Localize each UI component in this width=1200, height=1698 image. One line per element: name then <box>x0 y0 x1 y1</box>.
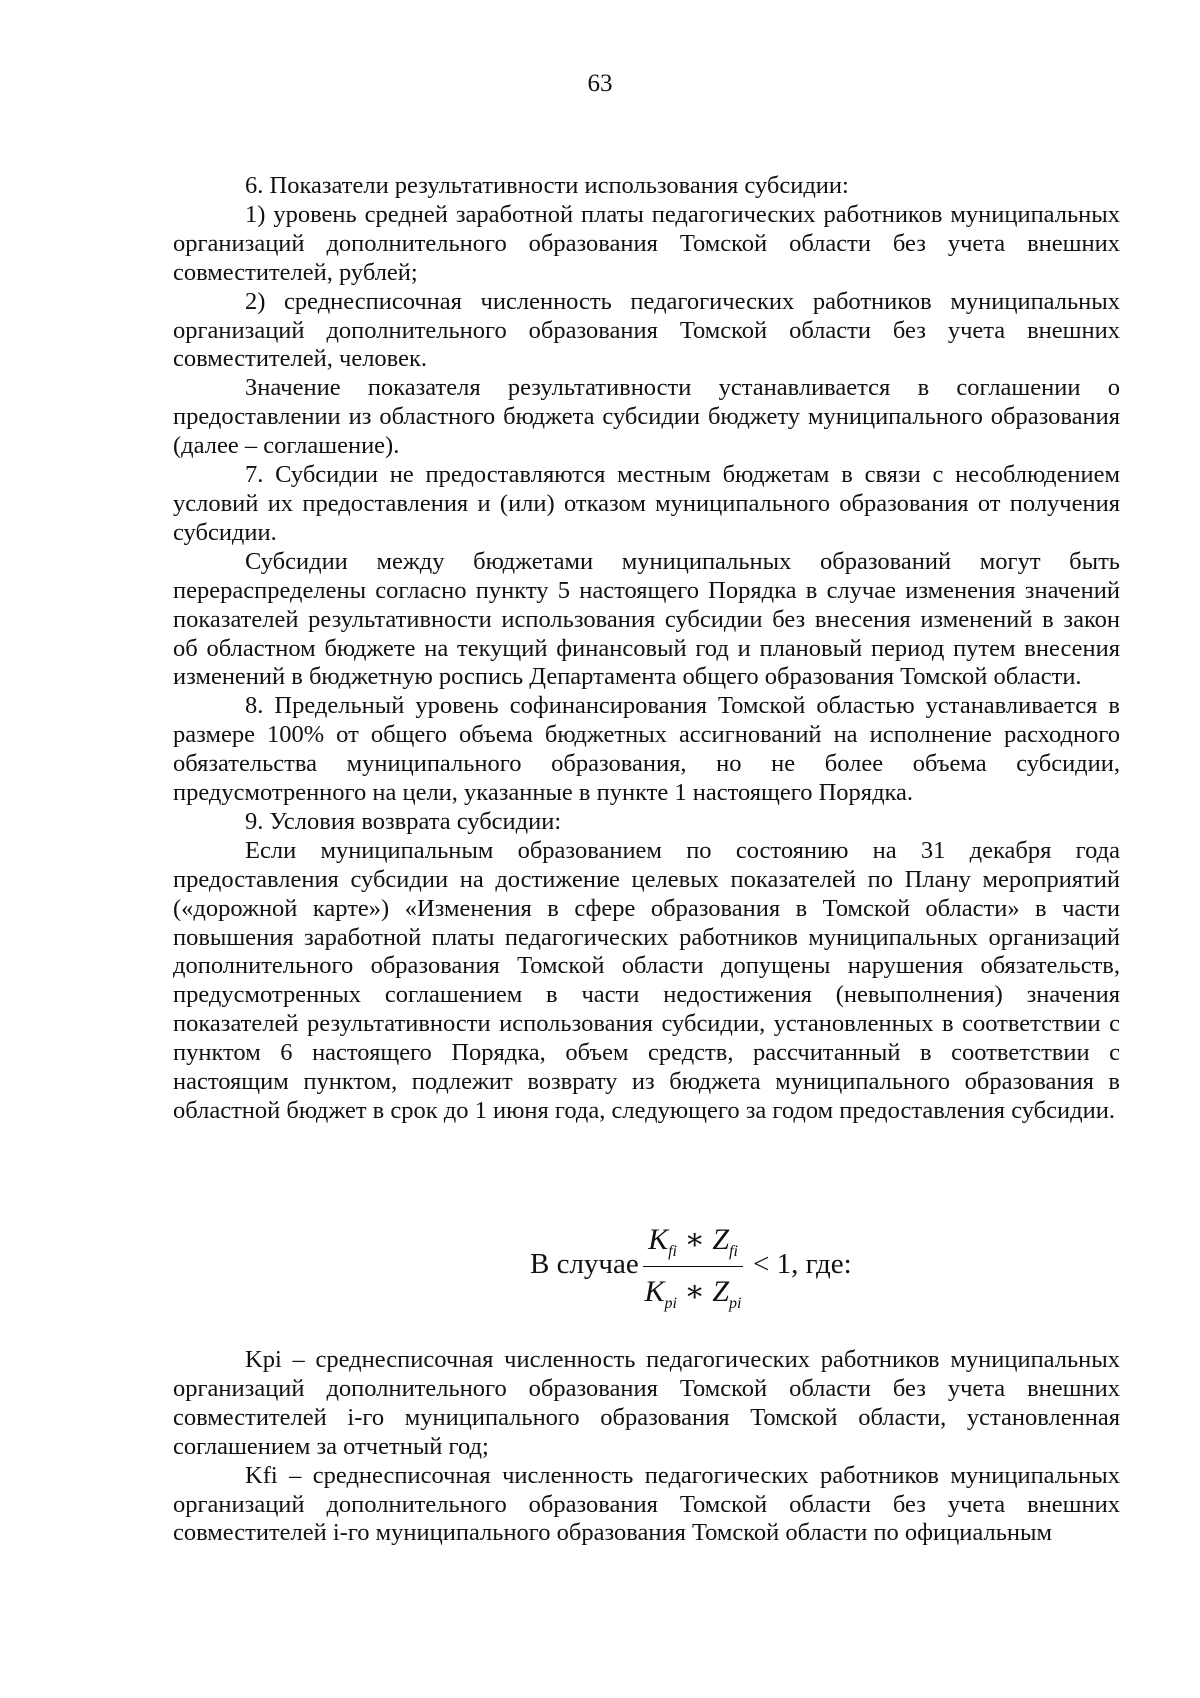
page-number: 63 <box>587 70 613 97</box>
formula-prefix: В случае <box>530 1248 639 1280</box>
formula-numerator <box>643 1222 743 1261</box>
paragraph-section-7: 7. Субсидии не предоставляются местным бюджетам в связи с несоблюдением условий их предоставления и (или) отказом муниципального образования от получения субсидии. <box>173 461 1120 546</box>
denominator-k: K <box>644 1275 665 1308</box>
formula-suffix: < 1, где: <box>753 1248 852 1280</box>
formula <box>0 1222 1200 1332</box>
definition-kpi: Kpi – среднесписочная численность педагогических работников муниципальных организаций дополнительного образования Томской области без учета внешних совместителей i-го муниципального образования Томской области, установленная соглашением за отчетный год; <box>173 1346 1120 1460</box>
denominator-operator: ∗ <box>676 1275 713 1308</box>
formula-denominator <box>643 1274 743 1313</box>
paragraph-indicator-2: 2) среднесписочная численность педагогических работников муниципальных организаций дополнительного образования Томской области без учета внешних совместителей, человек. <box>173 287 1120 373</box>
numerator-operator: ∗ <box>676 1223 713 1256</box>
denominator-z: Z <box>712 1275 730 1308</box>
document-body <box>173 172 1120 1126</box>
paragraph-redistribution: Субсидии между бюджетами муниципальных образований могут быть перераспределены согласно пункту 5 настоящего Порядка в случае изменения значений показателей результативности использования субсидии без внесения изменений в закон об областном бюджете на текущий финансовый год и плановый период путем внесения изменений в бюджетную роспись Департамента общего образования Томской области. <box>173 547 1120 691</box>
fraction-bar <box>643 1266 743 1267</box>
definitions-body <box>173 1346 1120 1548</box>
paragraph-return-conditions: Если муниципальным образованием по состоянию на 31 декабря года предоставления субсидии на достижение целевых показателей по Плану мероприятий («дорожной карте») «Изменения в сфере образования в Томской области» в части повышения заработной платы педагогических работников муниципальных организаций дополнительного образования Томской области допущены нарушения обязательств, предусмотренных соглашением в части недостижения (невыполнения) значения показателей результативности использования субсидии, установленных в соответствии с пунктом 6 настоящего Порядка, объем средств, рассчитанный в соответствии с настоящим пунктом, подлежит возврату из бюджета муниципального образования в областной бюджет в срок до 1 июня года, следующего за годом предоставления субсидии. <box>173 836 1120 1124</box>
paragraph-indicator-1: 1) уровень средней заработной платы педагогических работников муниципальных организаций дополнительного образования Томской области без учета внешних совместителей, рублей; <box>173 200 1120 286</box>
definition-kfi: Kfi – среднесписочная численность педагогических работников муниципальных организаций дополнительного образования Томской области без учета внешних совместителей i-го муниципального образования Томской области по официальным <box>173 1461 1120 1547</box>
numerator-z-subscript: fi <box>729 1243 738 1260</box>
paragraph-indicator-value: Значение показателя результативности устанавливается в соглашении о предоставлении из областного бюджета субсидии бюджету муниципального образования (далее – соглашение). <box>173 374 1120 460</box>
numerator-k-subscript: fi <box>668 1243 677 1260</box>
paragraph-section-8: 8. Предельный уровень софинансирования Томской областью устанавливается в размере 100% от общего объема бюджетных ассигнований на исполнение расходного обязательства муниципального образования, но не более объема субсидии, предусмотренного на цели, указанные в пункте 1 настоящего Порядка. <box>173 692 1120 807</box>
formula-fraction <box>643 1222 743 1332</box>
numerator-k: K <box>648 1223 669 1256</box>
denominator-z-subscript: pi <box>729 1295 742 1312</box>
numerator-z: Z <box>712 1223 730 1256</box>
denominator-k-subscript: pi <box>664 1295 677 1312</box>
paragraph-section-9: 9. Условия возврата субсидии: <box>245 807 562 835</box>
paragraph-section-6: 6. Показатели результативности использования субсидии: <box>245 172 849 199</box>
